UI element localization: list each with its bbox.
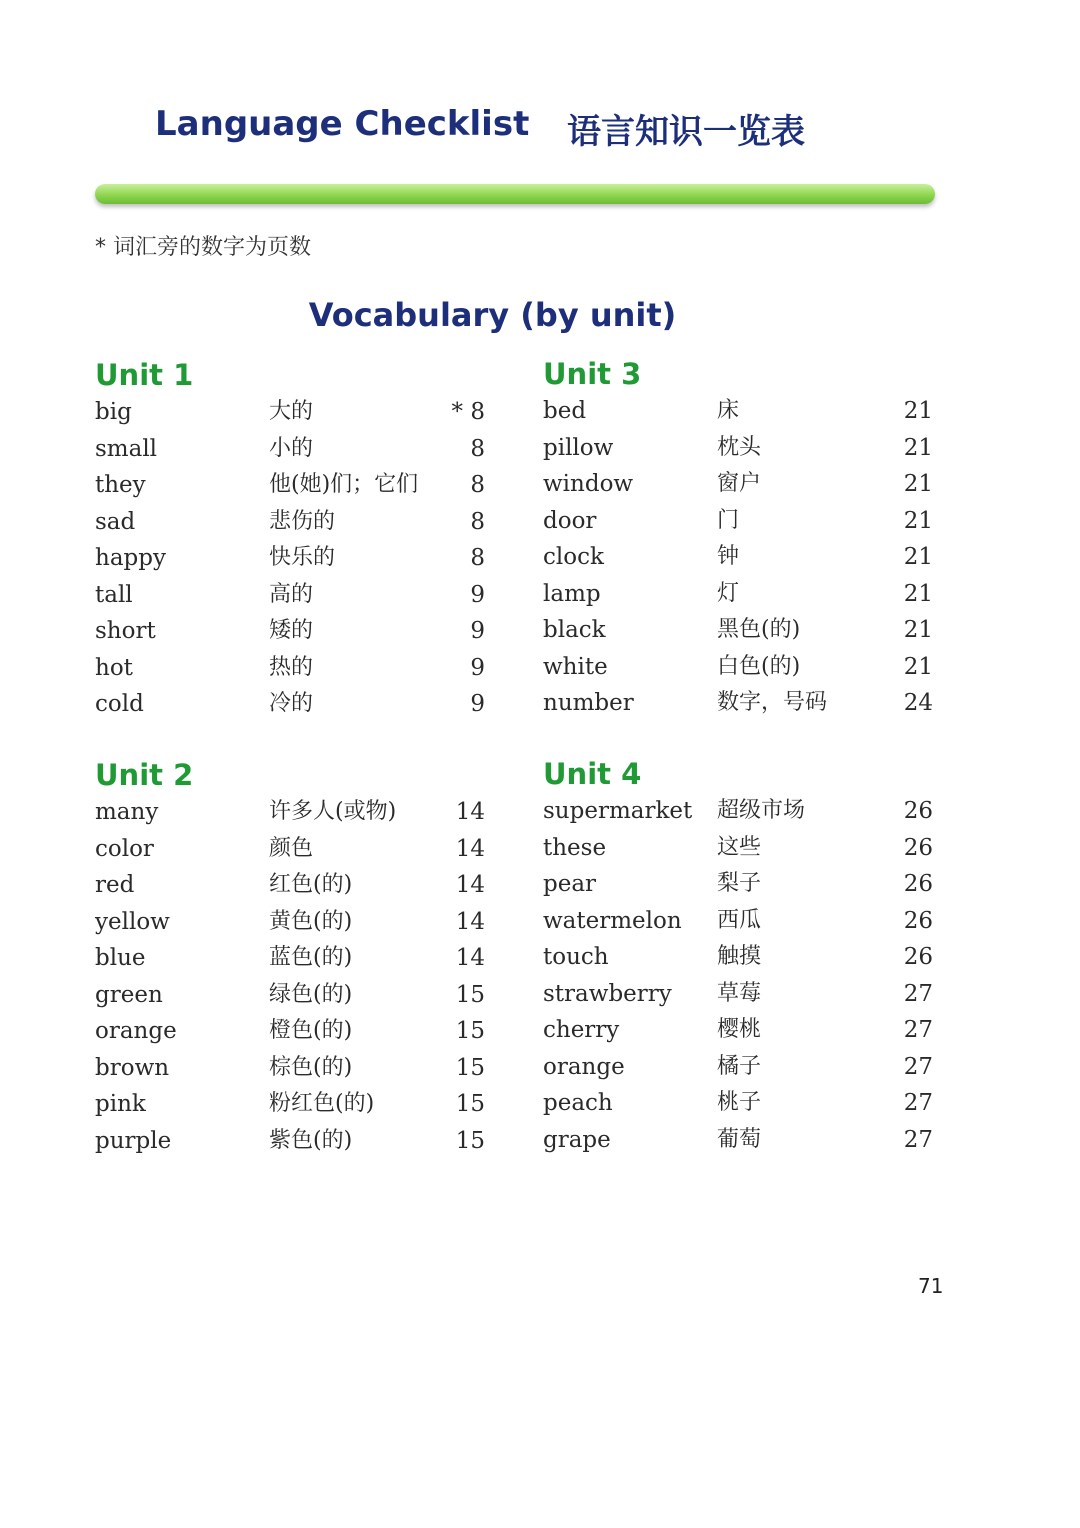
page-reference: 21: [903, 653, 933, 680]
chinese-meaning: 蓝色(的): [269, 945, 353, 970]
vocabulary-row: [95, 613, 495, 650]
english-word: cold: [95, 691, 144, 717]
vocabulary-row: [543, 685, 943, 722]
page-reference: 21: [903, 544, 933, 570]
page-reference: 15: [455, 981, 485, 1008]
english-word: bed: [543, 398, 587, 424]
chinese-meaning: 粉红色(的): [269, 1091, 375, 1116]
chinese-meaning: 钟: [717, 544, 740, 569]
vocabulary-row: [95, 977, 495, 1014]
chinese-meaning: 梨子: [717, 871, 762, 896]
page-reference: 8: [470, 435, 485, 462]
chinese-meaning: 红色(的): [269, 872, 353, 897]
vocabulary-row: [95, 686, 495, 723]
page-reference: 21: [903, 507, 933, 534]
chinese-meaning: 窗户: [717, 471, 762, 496]
english-word: short: [95, 618, 156, 644]
english-word: small: [95, 435, 158, 462]
page-reference: * 8: [451, 399, 485, 425]
english-word: grape: [543, 1126, 611, 1153]
chinese-meaning: 高的: [269, 581, 314, 607]
page-reference: 14: [455, 835, 485, 862]
vocabulary-row: [543, 1085, 943, 1122]
page-reference: 26: [903, 871, 933, 897]
page-reference: 27: [903, 1090, 933, 1116]
vocabulary-row: [543, 866, 943, 903]
chinese-meaning: 樱桃: [717, 1017, 762, 1042]
chinese-meaning: 橘子: [717, 1053, 762, 1079]
english-word: many: [95, 799, 159, 825]
page-reference: 8: [470, 508, 485, 535]
english-word: these: [543, 834, 607, 861]
chinese-meaning: 悲伤的: [269, 508, 336, 534]
chinese-meaning: 小的: [269, 435, 314, 461]
english-word: touch: [543, 944, 609, 970]
page-reference: 8: [470, 472, 485, 498]
page-reference: 15: [455, 1018, 485, 1044]
english-word: watermelon: [543, 907, 682, 934]
english-word: they: [95, 472, 146, 498]
chinese-meaning: 床: [717, 398, 740, 423]
vocabulary-row: [543, 1012, 943, 1049]
english-word: orange: [543, 1053, 625, 1080]
vocabulary-row: [543, 576, 943, 613]
page-reference: 15: [455, 1054, 485, 1081]
english-word: orange: [95, 1018, 177, 1044]
chinese-meaning: 紫色(的): [269, 1127, 353, 1153]
page-reference: 14: [455, 908, 485, 935]
english-word: brown: [95, 1054, 170, 1081]
english-word: black: [543, 617, 606, 643]
page-reference: 8: [470, 545, 485, 571]
vocabulary-row: [95, 394, 495, 431]
english-word: lamp: [543, 580, 601, 607]
english-word: pillow: [543, 434, 614, 461]
page-number: 71: [918, 1274, 944, 1298]
unit-title: Unit 3: [543, 357, 642, 391]
vocabulary-row: [543, 649, 943, 686]
page-reference: 15: [455, 1091, 485, 1117]
page-reference: 24: [903, 690, 933, 716]
page-reference: 21: [903, 580, 933, 607]
english-word: red: [95, 872, 135, 898]
page-reference: 26: [903, 798, 933, 824]
unit-2-section: [95, 758, 495, 1159]
vocabulary-row: [95, 577, 495, 614]
chinese-meaning: 数字，号码: [717, 690, 828, 715]
english-word: purple: [95, 1127, 172, 1154]
english-word: number: [543, 690, 634, 716]
vocabulary-row: [95, 431, 495, 468]
chinese-meaning: 触摸: [717, 944, 762, 969]
vocabulary-row: [543, 539, 943, 576]
vocabulary-row: [95, 794, 495, 831]
page-reference: 26: [903, 834, 933, 861]
english-word: pear: [543, 871, 597, 897]
vocabulary-row: [95, 650, 495, 687]
english-word: door: [543, 507, 597, 534]
english-word: white: [543, 653, 608, 680]
chinese-meaning: 绿色(的): [269, 981, 353, 1007]
unit-title: Unit 1: [95, 358, 194, 392]
chinese-meaning: 黑色(的): [717, 617, 801, 642]
english-word: blue: [95, 945, 146, 971]
chinese-meaning: 葡萄: [717, 1126, 762, 1152]
chinese-meaning: 快乐的: [269, 545, 336, 570]
chinese-meaning: 冷的: [269, 691, 314, 716]
chinese-meaning: 门: [717, 507, 740, 533]
vocabulary-heading: Vocabulary (by unit): [308, 296, 677, 334]
vocabulary-row: [95, 1050, 495, 1087]
english-word: green: [95, 981, 163, 1008]
english-word: tall: [95, 581, 133, 608]
page-reference: 27: [903, 1053, 933, 1080]
english-word: cherry: [543, 1017, 620, 1043]
chinese-meaning: 橙色(的): [269, 1018, 353, 1043]
unit-title: Unit 2: [95, 758, 194, 792]
page-reference: 27: [903, 980, 933, 1007]
english-word: clock: [543, 544, 604, 570]
page-reference: 14: [455, 799, 485, 825]
english-word: window: [543, 471, 634, 497]
vocabulary-row: [95, 504, 495, 541]
chinese-meaning: 棕色(的): [269, 1054, 353, 1080]
chinese-meaning: 许多人(或物): [269, 799, 397, 824]
page-reference: 21: [903, 434, 933, 461]
page-number-note: * 词汇旁的数字为页数: [95, 235, 311, 260]
english-word: hot: [95, 654, 133, 681]
vocabulary-row: [95, 1013, 495, 1050]
page-reference: 9: [470, 581, 485, 608]
page-reference: 27: [903, 1126, 933, 1153]
english-word: strawberry: [543, 980, 672, 1007]
page-reference: 9: [470, 654, 485, 681]
unit-4-section: [543, 757, 943, 1158]
page-reference: 14: [455, 872, 485, 898]
vocabulary-row: [543, 612, 943, 649]
vocabulary-row: [95, 540, 495, 577]
unit-1-section: [95, 358, 495, 723]
chinese-meaning: 枕头: [717, 434, 762, 460]
chinese-meaning: 颜色: [269, 835, 314, 861]
vocabulary-row: [543, 430, 943, 467]
title-divider-bar: [95, 184, 935, 204]
vocabulary-row: [543, 976, 943, 1013]
chinese-meaning: 灯: [717, 580, 740, 606]
page-reference: 21: [903, 471, 933, 497]
page-reference: 21: [903, 398, 933, 424]
unit-title: Unit 4: [543, 757, 642, 791]
page-reference: 27: [903, 1017, 933, 1043]
page-reference: 9: [470, 618, 485, 644]
chinese-meaning: 黄色(的): [269, 908, 353, 934]
chinese-meaning: 大的: [269, 399, 314, 424]
page-title-chinese: 语言知识一览表: [567, 112, 805, 152]
english-word: yellow: [95, 908, 170, 935]
vocabulary-row: [543, 830, 943, 867]
chinese-meaning: 矮的: [269, 618, 314, 643]
vocabulary-row: [95, 1086, 495, 1123]
chinese-meaning: 超级市场: [717, 798, 806, 823]
vocabulary-row: [543, 466, 943, 503]
page-reference: 15: [455, 1127, 485, 1154]
vocabulary-row: [543, 503, 943, 540]
page-reference: 26: [903, 944, 933, 970]
english-word: pink: [95, 1091, 146, 1117]
chinese-meaning: 热的: [269, 654, 314, 680]
chinese-meaning: 桃子: [717, 1090, 762, 1115]
page-reference: 26: [903, 907, 933, 934]
page-title: Language Checklist: [155, 104, 530, 144]
vocabulary-row: [95, 831, 495, 868]
vocabulary-row: [95, 467, 495, 504]
vocabulary-row: [95, 1123, 495, 1160]
vocabulary-row: [543, 1049, 943, 1086]
vocabulary-row: [543, 393, 943, 430]
english-word: sad: [95, 508, 136, 535]
page-reference: 14: [455, 945, 485, 971]
vocabulary-row: [95, 904, 495, 941]
vocabulary-row: [543, 903, 943, 940]
vocabulary-row: [543, 1122, 943, 1159]
english-word: color: [95, 835, 154, 862]
page-reference: 9: [470, 691, 485, 717]
chinese-meaning: 他(她)们；它们: [269, 472, 419, 497]
vocabulary-row: [95, 867, 495, 904]
vocabulary-row: [543, 939, 943, 976]
english-word: big: [95, 399, 132, 425]
vocabulary-row: [95, 940, 495, 977]
english-word: peach: [543, 1090, 613, 1116]
unit-3-section: [543, 357, 943, 722]
chinese-meaning: 草莓: [717, 980, 762, 1006]
chinese-meaning: 白色(的): [717, 653, 801, 679]
english-word: supermarket: [543, 798, 693, 824]
chinese-meaning: 这些: [717, 834, 762, 860]
vocabulary-row: [543, 793, 943, 830]
page-reference: 21: [903, 617, 933, 643]
english-word: happy: [95, 545, 166, 571]
chinese-meaning: 西瓜: [717, 907, 762, 933]
